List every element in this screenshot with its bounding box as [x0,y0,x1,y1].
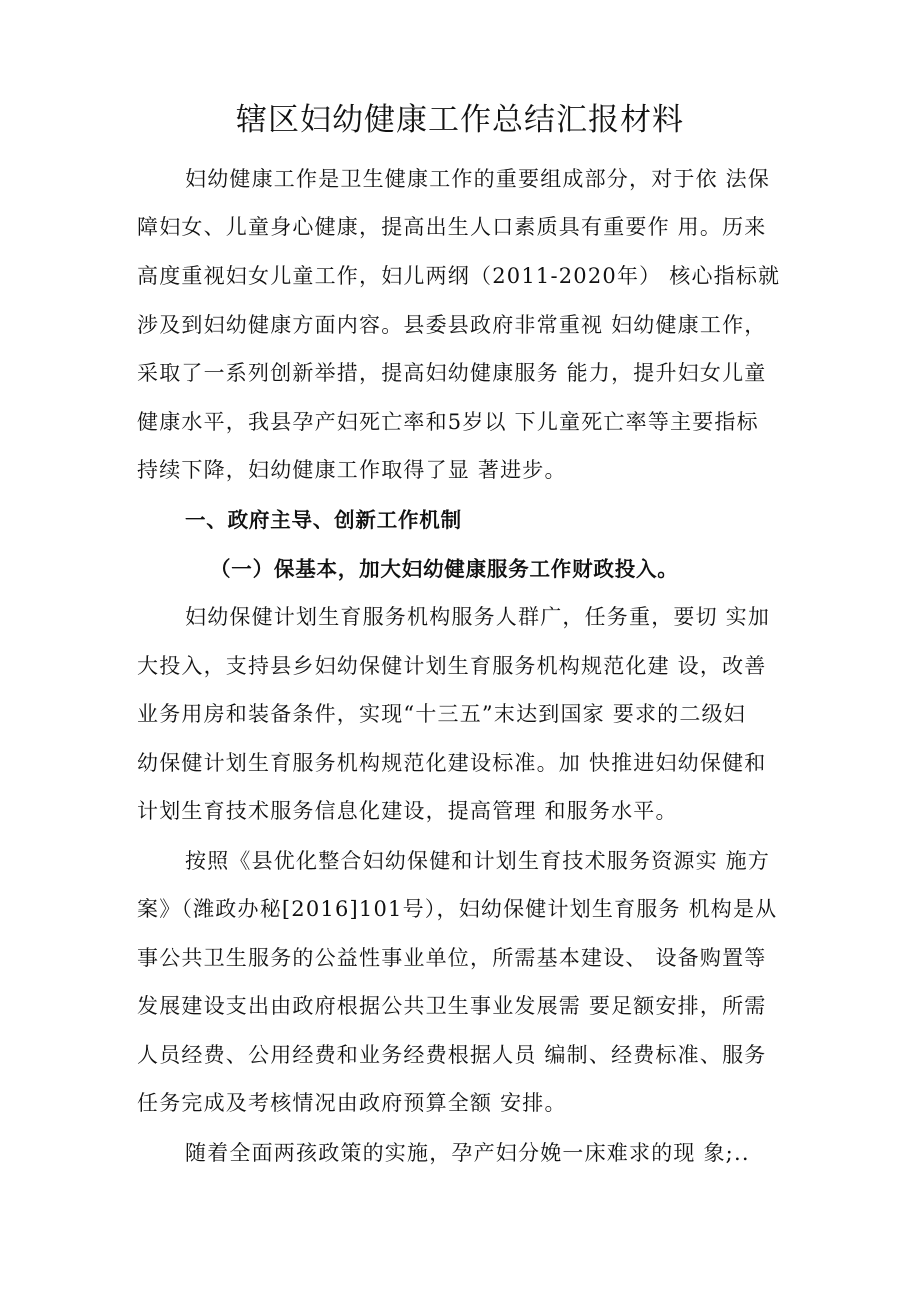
paragraph-line: 人员经费、公用经费和业务经费根据人员 编制、经费标准、服务 [137,1043,767,1067]
subsection-heading: （一）保基本，加大妇幼健康服务工作财政投入。 [210,557,679,581]
paragraph-line: 妇幼保健计划生育服务机构服务人群广，任务重，要切 实加 [185,605,771,629]
paragraph-line: 妇幼健康工作是卫生健康工作的重要组成部分，对于依 法保 [185,167,771,191]
paragraph-line: 高度重视妇女儿童工作，妇儿两纲（2011-2020年） 核心指标就 [137,264,781,288]
paragraph-line: 发展建设支出由政府根据公共卫生事业发展需 要足额安排，所需 [137,994,767,1018]
paragraph-line: 大投入，支持县乡妇幼保健计划生育服务机构规范化建 设，改善 [137,654,767,678]
paragraph-line: 健康水平，我县孕产妇死亡率和5岁以 下儿童死亡率等主要指标 [137,410,759,434]
paragraph-line: 计划生育技术服务信息化建设，提高管理 和服务水平。 [137,799,678,823]
paragraph-line: 事公共卫生服务的公益性事业单位，所需基本建设、 设备购置等 [137,946,767,970]
paragraph-line: 持续下降，妇幼健康工作取得了显 著进步。 [137,458,567,482]
paragraph-line: 障妇女、儿童身心健康，提高出生人口素质具有重要作 用。历来 [137,215,767,239]
paragraph-line: 任务完成及考核情况由政府预算全额 安排。 [137,1091,567,1115]
paragraph-line: 幼保健计划生育服务机构规范化建设标准。加 快推进妇幼保健和 [137,751,767,775]
document-title: 辖区妇幼健康工作总结汇报材料 [236,102,684,138]
paragraph-line: 采取了一系列创新举措，提高妇幼健康服务 能力，提升妇女儿童 [137,361,767,385]
section-heading: 一、政府主导、创新工作机制 [185,508,462,532]
paragraph-line: 按照《县优化整合妇幼保健和计划生育技术服务资源实 施方 [185,849,771,873]
paragraph-line: 随着全面两孩政策的实施，孕产妇分娩一床难求的现 象;.. [185,1141,750,1165]
paragraph-line: 涉及到妇幼健康方面内容。县委县政府非常重视 妇幼健康工作， [137,313,767,337]
paragraph-line: 案》（潍政办秘[2016]101号），妇幼保健计划生育服务 机构是从 [137,897,778,921]
paragraph-line: 业务用房和装备条件，实现“十三五”末达到国家 要求的二级妇 [137,702,746,726]
